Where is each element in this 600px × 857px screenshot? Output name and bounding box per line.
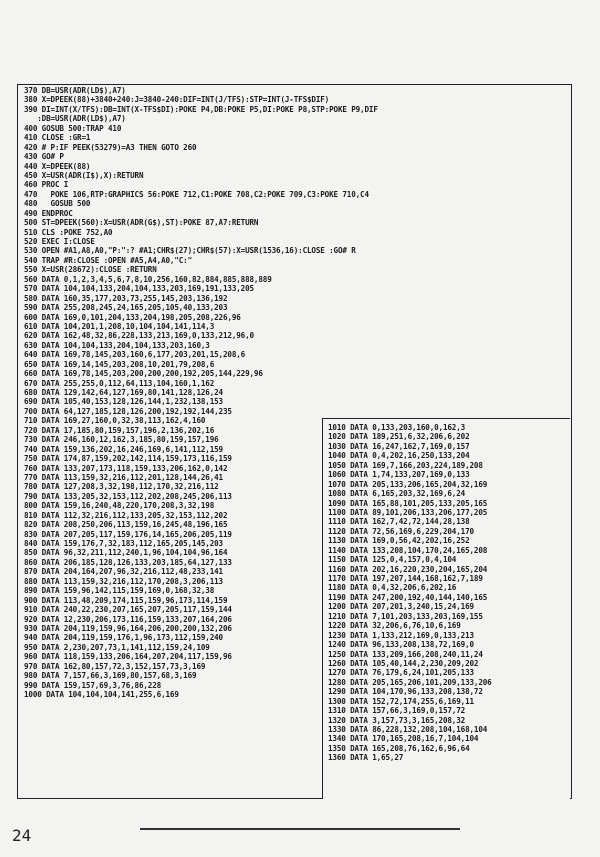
code-line: 1000 DATA 104,104,104,141,255,6,169 (24, 690, 179, 699)
code-line: 830 DATA 207,205,117,159,176,14,165,206,205,119 (24, 529, 232, 539)
code-line: 1050 DATA 169,7,166,203,224,189,208 (328, 460, 483, 470)
code-line: 920 DATA 12,230,206,173,116,159,133,207,164,206 (24, 614, 232, 624)
code-line: 1110 DATA 162,7,42,72,144,28,138 (328, 517, 470, 527)
code-line: 1330 DATA 86,228,132,208,104,168,104 (328, 725, 488, 734)
code-line: 1070 DATA 205,133,206,165,204,32,169 (328, 479, 488, 489)
code-line: 790 DATA 133,205,32,153,112,202,208,245,206,113 (24, 491, 232, 501)
code-line: 660 DATA 169,78,145,203,200,200,200,192,205,144,229,96 (24, 369, 263, 379)
code-line: 530 OPEN #A1,A8,A0,"P:":? #A1;CHR$(27);CHR$(57):X=USR(1536,16):CLOSE :GO# R (24, 246, 356, 256)
code-line: 1350 DATA 165,208,76,162,6,96,64 (328, 743, 470, 753)
code-line: 1240 DATA 96,133,208,138,72,169,0 (328, 640, 474, 650)
code-line: 1250 DATA 133,209,166,208,240,11,24 (328, 649, 483, 659)
page-number: 24 (12, 826, 32, 845)
code-line: 1100 DATA 89,101,206,133,206,177,205 (328, 507, 488, 517)
code-line: 1170 DATA 197,207,144,168,162,7,189 (328, 574, 483, 583)
code-line: 1040 DATA 0,4,202,16,250,133,204 (328, 451, 470, 461)
code-line: 430 GO# P (24, 152, 64, 162)
code-line: 570 DATA 104,104,133,204,104,133,203,169,191,133,205 (24, 284, 254, 294)
code-line: 1150 DATA 125,0,4,157,0,4,104 (328, 555, 457, 565)
code-line: 990 DATA 159,157,69,3,76,86,228 (24, 680, 162, 690)
code-line: 620 DATA 162,48,32,86,228,133,213,169,0,133,212,96,0 (24, 331, 254, 341)
code-line: 370 DB=USR(ADR(LD$),A7) (24, 86, 126, 95)
code-line: 1160 DATA 202,16,220,230,204,165,204 (328, 564, 488, 574)
code-line: 590 DATA 255,208,245,24,165,205,105,40,133,203 (24, 303, 228, 313)
code-line: 1060 DATA 1,74,133,207,169,0,133 (328, 470, 470, 480)
code-line: 680 DATA 129,142,64,127,169,80,141,128,126,24 (24, 388, 223, 397)
code-line: 1360 DATA 1,65,27 (328, 753, 404, 763)
code-line: 1220 DATA 32,206,6,76,10,6,169 (328, 621, 461, 631)
code-line: 1320 DATA 3,157,73,3,165,208,32 (328, 715, 466, 725)
code-line: 900 DATA 113,48,209,174,115,159,96,173,114,159 (24, 595, 228, 605)
basic-listing-data-column (328, 423, 568, 763)
code-line: 730 DATA 246,160,12,162,3,185,80,159,157,196 (24, 435, 219, 445)
code-line: 840 DATA 159,176,7,32,183,112,165,205,145,203 (24, 539, 223, 548)
code-line: 520 EXEC I:CLOSE (24, 237, 95, 246)
code-line: 630 DATA 104,104,133,204,104,133,203,160,3 (24, 340, 210, 350)
code-line: 930 DATA 204,119,159,96,164,206,200,200,132,206 (24, 623, 232, 633)
code-line: 450 X=USR(ADR(I$),X):RETURN (24, 170, 144, 180)
code-line: 1090 DATA 165,88,101,205,133,205,165 (328, 498, 488, 508)
code-line: 690 DATA 105,40,153,128,126,144,1,232,138,153 (24, 397, 223, 407)
code-line: 380 X=DPEEK(88)+3840+240:J=3840-240:DIF=INT(J/TFS):STP=INT(J-TFS$DIF) (24, 95, 330, 105)
code-line: 1230 DATA 1,133,212,169,0,133,213 (328, 630, 474, 640)
code-line: 1290 DATA 104,170,96,133,208,138,72 (328, 687, 483, 697)
code-line: 670 DATA 255,255,0,112,64,113,104,160,1,162 (24, 378, 215, 388)
code-line: 870 DATA 204,164,207,96,32,216,112,48,233,141 (24, 567, 223, 577)
code-line: 640 DATA 169,78,145,203,160,6,177,203,201,15,208,6 (24, 350, 246, 360)
code-line: 510 CLS :POKE 752,A0 (24, 227, 113, 237)
code-line: 580 DATA 160,35,177,203,73,255,145,203,136,192 (24, 293, 228, 303)
code-line: 1300 DATA 152,72,174,255,6,169,11 (328, 696, 474, 706)
code-line: 970 DATA 162,80,157,72,3,152,157,73,3,169 (24, 661, 206, 671)
code-line: 1200 DATA 207,201,3,240,15,24,169 (328, 602, 474, 612)
code-line: 1020 DATA 189,251,6,32,206,6,202 (328, 432, 470, 442)
code-line: 980 DATA 7,157,66,3,169,80,157,68,3,169 (24, 671, 197, 681)
code-line: 1030 DATA 16,247,162,7,169,0,157 (328, 441, 470, 451)
code-line: 440 X=DPEEK(88) (24, 161, 91, 171)
code-line: 1130 DATA 169,0,56,42,202,16,252 (328, 536, 470, 546)
code-line: 1140 DATA 133,208,104,170,24,165,208 (328, 545, 488, 555)
code-line: 710 DATA 169,27,160,0,32,38,113,162,4,160 (24, 416, 206, 426)
code-line: 940 DATA 204,119,159,176,1,96,173,112,159,240 (24, 633, 223, 643)
code-line: :DB=USR(ADR(LD$),A7) (24, 114, 126, 124)
code-line: 1180 DATA 0,4,32,206,6,202,16 (328, 583, 457, 593)
code-line: 760 DATA 133,207,173,118,159,133,206,162,0,142 (24, 463, 228, 473)
code-line: 560 DATA 0,1,2,3,4,5,6,7,8,10,256,160,82,884,885,888,889 (24, 274, 272, 284)
code-line: 950 DATA 2,230,207,73,1,141,112,159,24,109 (24, 642, 210, 652)
code-line: 610 DATA 104,201,1,208,10,104,104,141,114,3 (24, 321, 215, 331)
code-line: 1120 DATA 72,56,169,6,229,204,170 (328, 526, 474, 536)
code-line: 750 DATA 174,87,159,202,142,114,159,173,116,159 (24, 454, 232, 464)
code-line: 600 DATA 169,0,101,204,133,204,198,205,208,226,96 (24, 312, 241, 322)
code-line: 400 GOSUB 500:TRAP 410 (24, 123, 122, 133)
code-line: 470 POKE 106,RTP:GRAPHICS 56:POKE 712,C1:POKE 708,C2:POKE 709,C3:POKE 710,C4 (24, 189, 369, 199)
code-line: 410 CLOSE :GR=1 (24, 133, 91, 143)
code-line: 820 DATA 208,250,206,113,159,16,245,48,196,165 (24, 520, 228, 530)
code-line: 1190 DATA 247,200,192,40,144,140,165 (328, 592, 488, 602)
code-line: 1210 DATA 7,101,203,133,203,169,155 (328, 611, 483, 621)
code-line: 420 # P:IF PEEK(53279)=A3 THEN GOTO 260 (24, 142, 197, 152)
code-line: 800 DATA 159,16,240,48,220,170,208,3,32,198 (24, 501, 215, 511)
code-line: 810 DATA 112,32,216,112,133,205,32,153,112,202 (24, 510, 228, 520)
code-line: 1280 DATA 205,165,206,101,209,133,206 (328, 677, 492, 687)
code-line: 1080 DATA 6,165,203,32,169,6,24 (328, 489, 466, 499)
code-line: 650 DATA 169,14,145,203,208,10,201,79,208,6 (24, 359, 215, 369)
code-line: 910 DATA 240,22,230,207,165,207,205,117,159,144 (24, 605, 232, 615)
code-line: 500 ST=DPEEK(560):X=USR(ADR(G$),ST):POKE 87,A7:RETURN (24, 218, 259, 228)
code-line: 1010 DATA 0,133,203,160,0,162,3 (328, 423, 466, 432)
footer-rule (140, 828, 460, 830)
code-line: 880 DATA 113,159,32,216,112,170,208,3,206,113 (24, 576, 223, 586)
code-line: 960 DATA 118,159,133,206,164,207,204,117,159,96 (24, 652, 232, 662)
code-line: 480 GOSUB 500 (24, 199, 91, 209)
code-line: 550 X=USR(28672):CLOSE :RETURN (24, 265, 157, 275)
code-line: 770 DATA 113,159,32,216,112,201,128,144,26,41 (24, 472, 223, 482)
code-line: 1270 DATA 76,179,6,24,101,205,133 (328, 668, 474, 678)
code-line: 460 PROC I (24, 180, 69, 190)
code-line: 540 TRAP #R:CLOSE :OPEN #A5,A4,A0,"C:" (24, 255, 193, 265)
code-line: 1310 DATA 157,66,3,169,0,157,72 (328, 706, 466, 716)
code-line: 860 DATA 206,185,128,126,133,203,185,64,127,133 (24, 557, 232, 567)
code-line: 720 DATA 17,185,80,159,157,196,2,136,202,16 (24, 425, 215, 435)
code-line: 490 ENDPROC (24, 208, 73, 218)
code-line: 740 DATA 159,136,202,16,246,169,6,141,112,159 (24, 444, 223, 454)
code-line: 700 DATA 64,127,185,128,126,200,192,192,144,235 (24, 406, 232, 416)
code-line: 780 DATA 127,208,3,32,198,112,170,32,216,112 (24, 482, 219, 492)
code-line: 890 DATA 159,96,142,115,159,169,0,168,32,38 (24, 586, 215, 596)
code-line: 390 DI=INT(X/TFS):DB=INT(X-TFS$DI):POKE P4,DB:POKE P5,DI:POKE P8,STP:POKE P9,DIF (24, 104, 378, 114)
code-line: 1260 DATA 105,40,144,2,230,209,202 (328, 658, 479, 668)
code-line: 1340 DATA 170,165,208,16,7,104,104 (328, 734, 479, 744)
code-line: 850 DATA 96,32,211,112,240,1,96,104,104,96,164 (24, 548, 228, 558)
